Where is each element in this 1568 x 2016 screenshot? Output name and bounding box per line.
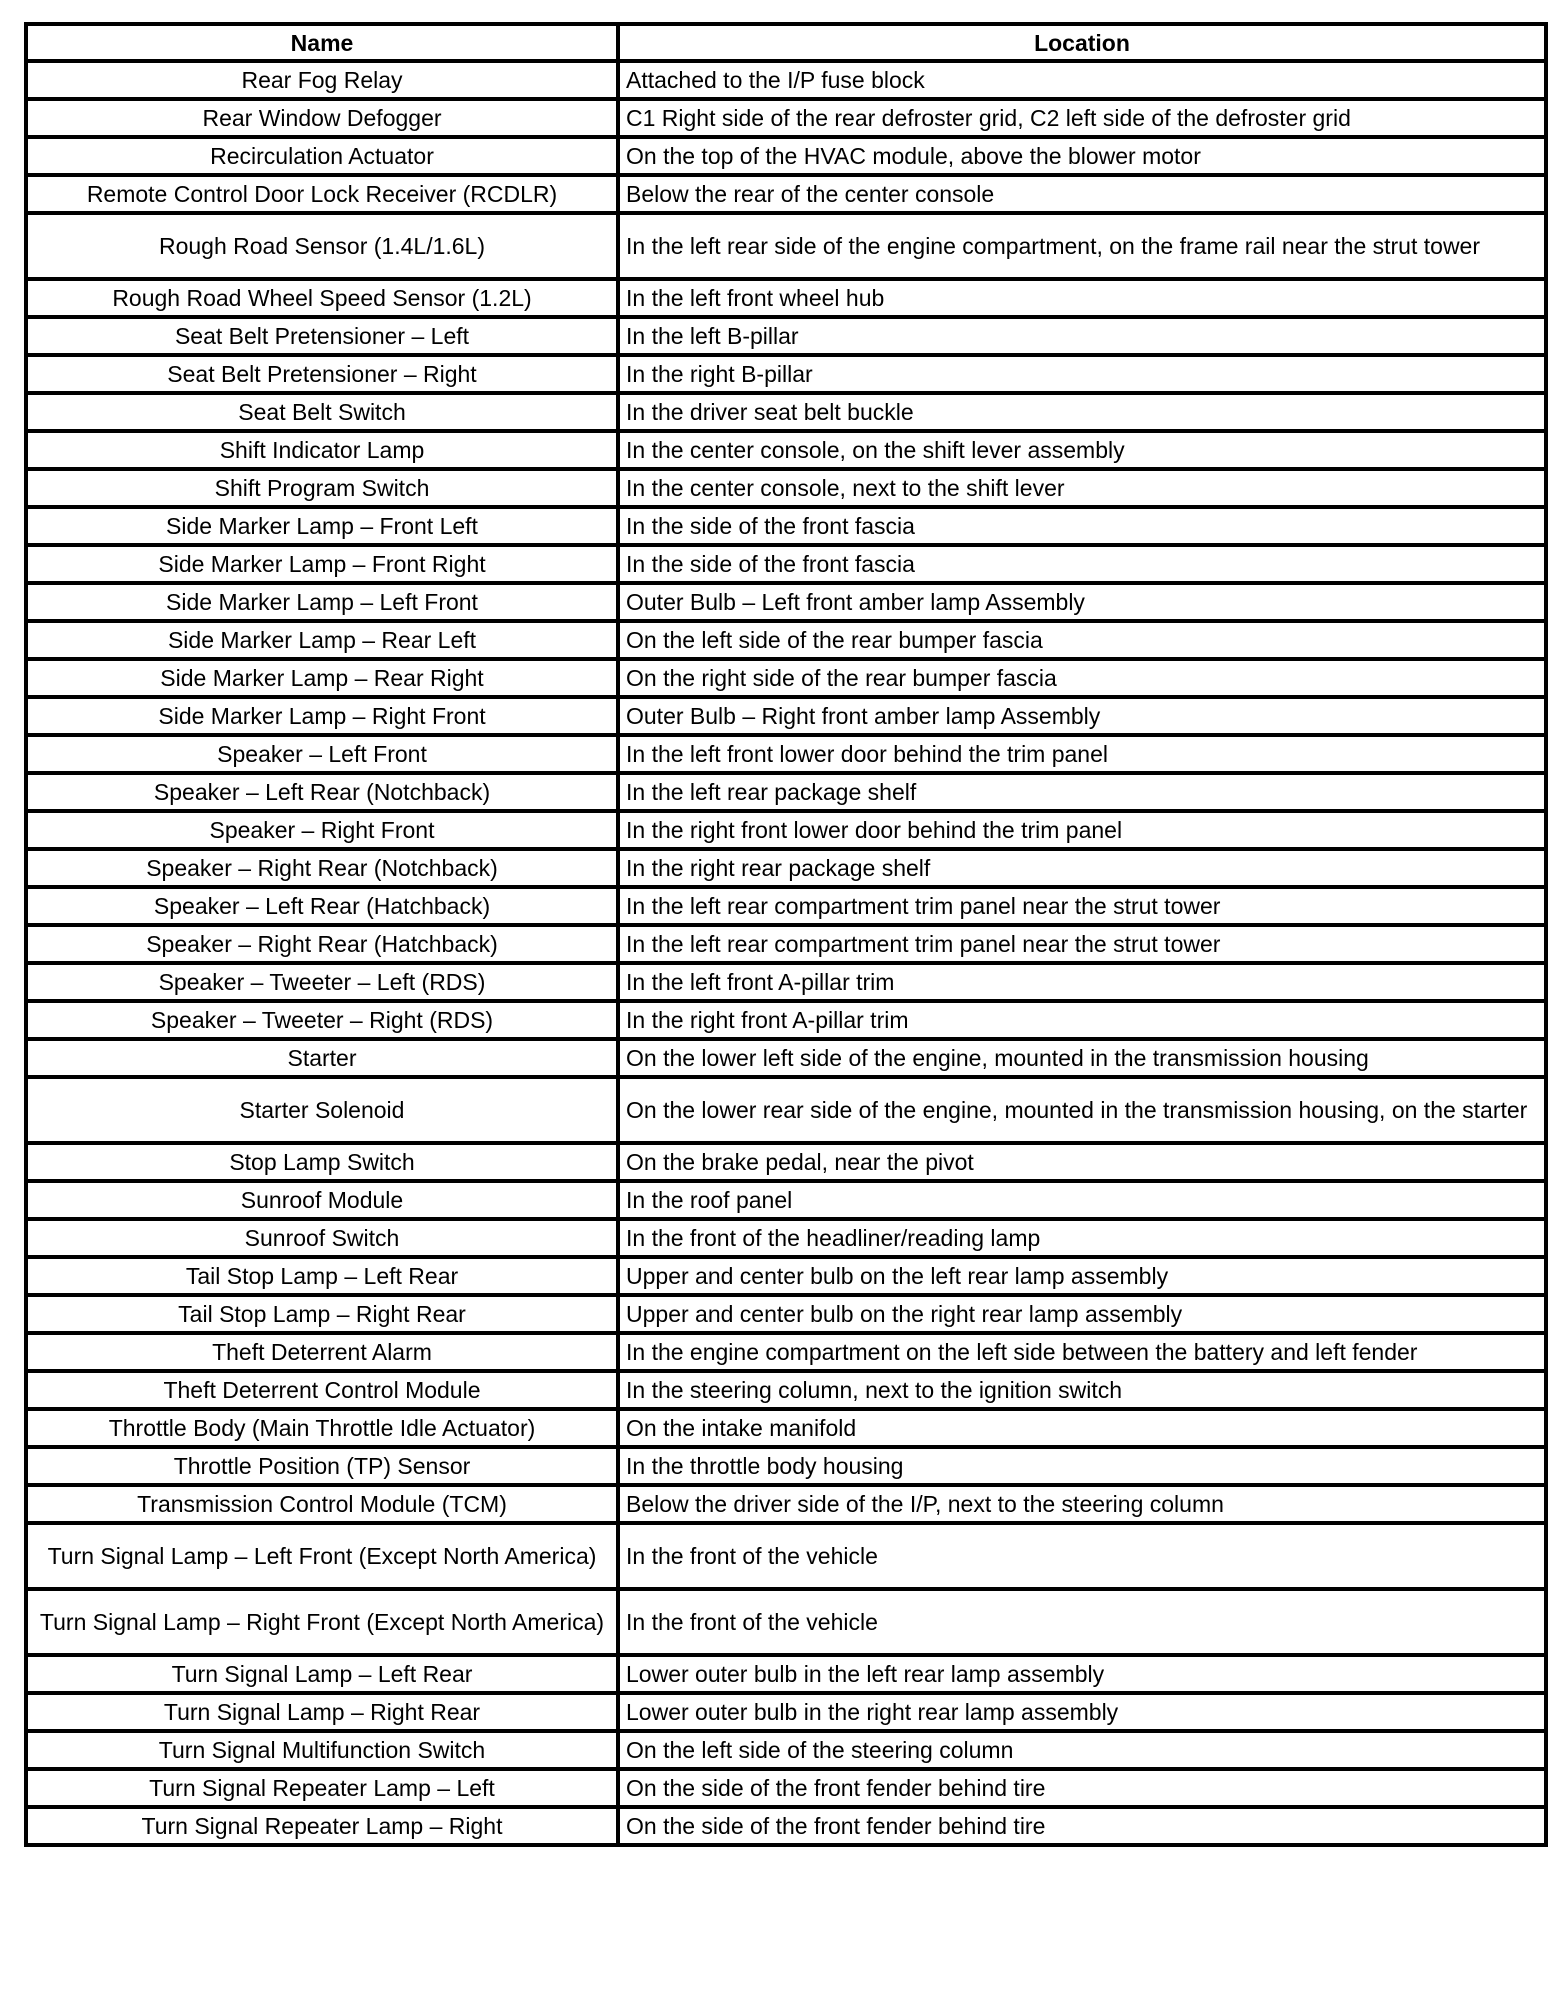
component-location-cell: On the left side of the steering column xyxy=(618,1731,1546,1769)
component-name-cell: Speaker – Left Rear (Hatchback) xyxy=(26,887,618,925)
table-row xyxy=(26,1409,1546,1447)
component-name-cell: Side Marker Lamp – Front Right xyxy=(26,545,618,583)
component-name-cell: Throttle Body (Main Throttle Idle Actuator) xyxy=(26,1409,618,1447)
component-name-cell: Speaker – Right Rear (Notchback) xyxy=(26,849,618,887)
component-location-cell: In the right rear package shelf xyxy=(618,849,1546,887)
table-row xyxy=(26,1731,1546,1769)
location-column-header: Location xyxy=(618,24,1546,61)
component-name-cell: Recirculation Actuator xyxy=(26,137,618,175)
component-name-cell: Turn Signal Lamp – Left Front (Except North America) xyxy=(26,1523,618,1589)
component-name-cell: Turn Signal Lamp – Right Front (Except North America) xyxy=(26,1589,618,1655)
component-location-cell: In the driver seat belt buckle xyxy=(618,393,1546,431)
table-row xyxy=(26,1143,1546,1181)
component-location-cell: In the left front wheel hub xyxy=(618,279,1546,317)
component-name-cell: Theft Deterrent Control Module xyxy=(26,1371,618,1409)
component-location-cell: Upper and center bulb on the right rear lamp assembly xyxy=(618,1295,1546,1333)
component-name-cell: Rear Fog Relay xyxy=(26,61,618,99)
component-name-cell: Side Marker Lamp – Left Front xyxy=(26,583,618,621)
component-location-cell: In the side of the front fascia xyxy=(618,507,1546,545)
component-name-cell: Speaker – Left Front xyxy=(26,735,618,773)
table-row xyxy=(26,1039,1546,1077)
table-row xyxy=(26,583,1546,621)
table-row xyxy=(26,1333,1546,1371)
component-name-cell: Speaker – Right Front xyxy=(26,811,618,849)
component-name-cell: Stop Lamp Switch xyxy=(26,1143,618,1181)
table-row xyxy=(26,137,1546,175)
table-row xyxy=(26,1655,1546,1693)
component-name-cell: Starter Solenoid xyxy=(26,1077,618,1143)
component-name-cell: Throttle Position (TP) Sensor xyxy=(26,1447,618,1485)
component-name-cell: Shift Indicator Lamp xyxy=(26,431,618,469)
table-row xyxy=(26,1001,1546,1039)
table-row xyxy=(26,849,1546,887)
component-name-cell: Rough Road Wheel Speed Sensor (1.2L) xyxy=(26,279,618,317)
component-location-cell: In the center console, next to the shift lever xyxy=(618,469,1546,507)
component-location-cell: Outer Bulb – Left front amber lamp Assembly xyxy=(618,583,1546,621)
table-row xyxy=(26,175,1546,213)
component-location-cell: Lower outer bulb in the left rear lamp assembly xyxy=(618,1655,1546,1693)
table-row xyxy=(26,887,1546,925)
table-row xyxy=(26,1523,1546,1589)
component-name-cell: Seat Belt Switch xyxy=(26,393,618,431)
table-row xyxy=(26,735,1546,773)
component-location-cell: On the brake pedal, near the pivot xyxy=(618,1143,1546,1181)
component-location-cell: Upper and center bulb on the left rear lamp assembly xyxy=(618,1257,1546,1295)
table-row xyxy=(26,431,1546,469)
component-location-cell: On the top of the HVAC module, above the blower motor xyxy=(618,137,1546,175)
component-location-cell: On the lower left side of the engine, mounted in the transmission housing xyxy=(618,1039,1546,1077)
table-row xyxy=(26,1295,1546,1333)
component-name-cell: Turn Signal Lamp – Left Rear xyxy=(26,1655,618,1693)
table-row xyxy=(26,1257,1546,1295)
component-location-cell: In the right front A-pillar trim xyxy=(618,1001,1546,1039)
component-name-cell: Speaker – Left Rear (Notchback) xyxy=(26,773,618,811)
name-column-header: Name xyxy=(26,24,618,61)
table-row xyxy=(26,1485,1546,1523)
component-location-table xyxy=(24,22,1548,1847)
table-row xyxy=(26,925,1546,963)
component-location-cell: In the left rear compartment trim panel near the strut tower xyxy=(618,887,1546,925)
component-location-cell: Below the driver side of the I/P, next to the steering column xyxy=(618,1485,1546,1523)
component-location-cell: In the front of the vehicle xyxy=(618,1589,1546,1655)
table-row xyxy=(26,99,1546,137)
component-location-cell: Below the rear of the center console xyxy=(618,175,1546,213)
component-name-cell: Tail Stop Lamp – Left Rear xyxy=(26,1257,618,1295)
component-location-cell: In the left rear package shelf xyxy=(618,773,1546,811)
component-name-cell: Theft Deterrent Alarm xyxy=(26,1333,618,1371)
table-row xyxy=(26,811,1546,849)
component-name-cell: Turn Signal Repeater Lamp – Left xyxy=(26,1769,618,1807)
table-row xyxy=(26,355,1546,393)
component-name-cell: Speaker – Tweeter – Right (RDS) xyxy=(26,1001,618,1039)
table-row xyxy=(26,1807,1546,1845)
table-row xyxy=(26,1181,1546,1219)
component-location-cell: In the front of the headliner/reading lamp xyxy=(618,1219,1546,1257)
component-name-cell: Tail Stop Lamp – Right Rear xyxy=(26,1295,618,1333)
component-name-cell: Speaker – Right Rear (Hatchback) xyxy=(26,925,618,963)
component-name-cell: Speaker – Tweeter – Left (RDS) xyxy=(26,963,618,1001)
table-row xyxy=(26,393,1546,431)
table-row xyxy=(26,1447,1546,1485)
component-location-cell: On the lower rear side of the engine, mounted in the transmission housing, on the starter xyxy=(618,1077,1546,1143)
table-row xyxy=(26,507,1546,545)
header-row xyxy=(26,24,1546,61)
component-location-cell: Outer Bulb – Right front amber lamp Assembly xyxy=(618,697,1546,735)
table-row xyxy=(26,1693,1546,1731)
component-location-cell: On the intake manifold xyxy=(618,1409,1546,1447)
component-location-cell: In the right B-pillar xyxy=(618,355,1546,393)
component-location-cell: In the steering column, next to the ignition switch xyxy=(618,1371,1546,1409)
table-row xyxy=(26,279,1546,317)
table-row xyxy=(26,697,1546,735)
component-location-cell: In the left rear side of the engine compartment, on the frame rail near the strut tower xyxy=(618,213,1546,279)
component-name-cell: Rear Window Defogger xyxy=(26,99,618,137)
table-row xyxy=(26,773,1546,811)
component-location-cell: In the front of the vehicle xyxy=(618,1523,1546,1589)
component-name-cell: Side Marker Lamp – Front Left xyxy=(26,507,618,545)
component-name-cell: Seat Belt Pretensioner – Left xyxy=(26,317,618,355)
table-row xyxy=(26,61,1546,99)
table-row xyxy=(26,659,1546,697)
component-name-cell: Side Marker Lamp – Right Front xyxy=(26,697,618,735)
component-location-cell: In the left front A-pillar trim xyxy=(618,963,1546,1001)
table-row xyxy=(26,1371,1546,1409)
table-row xyxy=(26,621,1546,659)
table-row xyxy=(26,1219,1546,1257)
component-location-cell: In the right front lower door behind the trim panel xyxy=(618,811,1546,849)
component-location-cell: Lower outer bulb in the right rear lamp assembly xyxy=(618,1693,1546,1731)
component-location-cell: On the right side of the rear bumper fascia xyxy=(618,659,1546,697)
component-name-cell: Transmission Control Module (TCM) xyxy=(26,1485,618,1523)
component-name-cell: Turn Signal Repeater Lamp – Right xyxy=(26,1807,618,1845)
component-location-cell: On the side of the front fender behind tire xyxy=(618,1807,1546,1845)
component-location-cell: In the left B-pillar xyxy=(618,317,1546,355)
component-name-cell: Rough Road Sensor (1.4L/1.6L) xyxy=(26,213,618,279)
component-location-cell: In the roof panel xyxy=(618,1181,1546,1219)
table-row xyxy=(26,963,1546,1001)
component-name-cell: Side Marker Lamp – Rear Left xyxy=(26,621,618,659)
component-name-cell: Seat Belt Pretensioner – Right xyxy=(26,355,618,393)
component-location-cell: In the center console, on the shift lever assembly xyxy=(618,431,1546,469)
component-location-cell: Attached to the I/P fuse block xyxy=(618,61,1546,99)
component-name-cell: Sunroof Module xyxy=(26,1181,618,1219)
component-location-cell: On the left side of the rear bumper fascia xyxy=(618,621,1546,659)
component-location-cell: In the left rear compartment trim panel near the strut tower xyxy=(618,925,1546,963)
component-location-cell: In the side of the front fascia xyxy=(618,545,1546,583)
component-name-cell: Turn Signal Multifunction Switch xyxy=(26,1731,618,1769)
table-row xyxy=(26,545,1546,583)
component-location-cell: In the engine compartment on the left side between the battery and left fender xyxy=(618,1333,1546,1371)
table-row xyxy=(26,213,1546,279)
component-name-cell: Turn Signal Lamp – Right Rear xyxy=(26,1693,618,1731)
component-name-cell: Side Marker Lamp – Rear Right xyxy=(26,659,618,697)
table-body xyxy=(26,61,1546,1845)
component-name-cell: Remote Control Door Lock Receiver (RCDLR) xyxy=(26,175,618,213)
component-location-cell: In the throttle body housing xyxy=(618,1447,1546,1485)
table-row xyxy=(26,1589,1546,1655)
component-location-cell: In the left front lower door behind the trim panel xyxy=(618,735,1546,773)
component-name-cell: Sunroof Switch xyxy=(26,1219,618,1257)
table-row xyxy=(26,317,1546,355)
table-row xyxy=(26,1769,1546,1807)
component-location-cell: C1 Right side of the rear defroster grid, C2 left side of the defroster grid xyxy=(618,99,1546,137)
table-row xyxy=(26,469,1546,507)
component-name-cell: Starter xyxy=(26,1039,618,1077)
table-row xyxy=(26,1077,1546,1143)
component-location-cell: On the side of the front fender behind tire xyxy=(618,1769,1546,1807)
component-name-cell: Shift Program Switch xyxy=(26,469,618,507)
